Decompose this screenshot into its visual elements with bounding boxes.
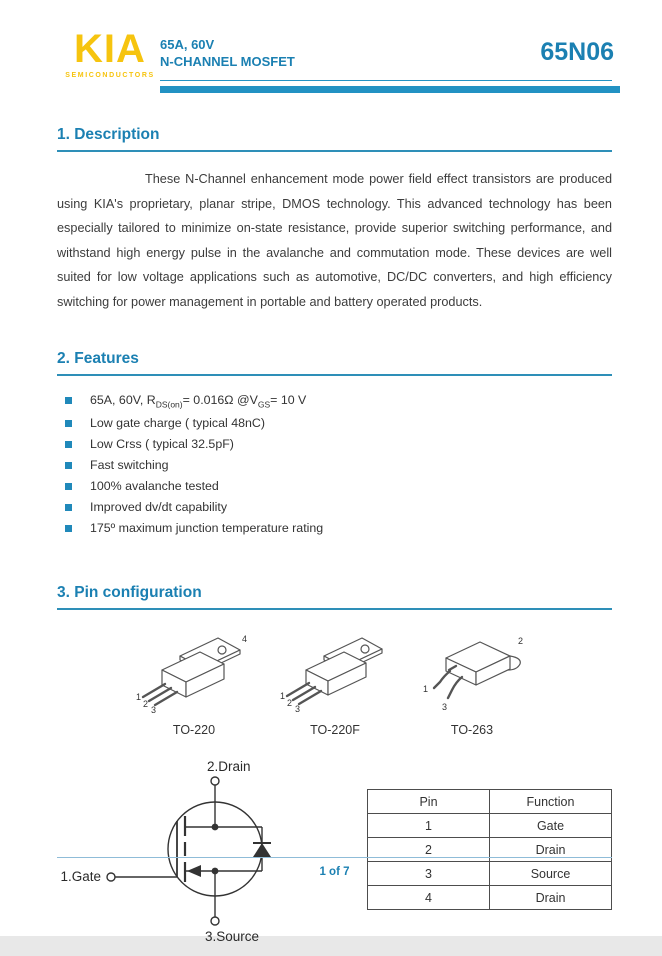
- brand-logo: [60, 28, 160, 79]
- feature-item: [57, 412, 612, 433]
- pin-function: Drain: [490, 838, 612, 862]
- package-name: TO-220: [172, 723, 216, 738]
- pin-function: Gate: [490, 814, 612, 838]
- svg-text:2: 2: [287, 698, 293, 709]
- feature-item: [57, 517, 612, 538]
- svg-text:1: 1: [423, 684, 429, 695]
- feature-text: 100% avalanche tested: [90, 478, 219, 493]
- part-number: 65N06: [540, 38, 614, 66]
- section-features-title: 2. Features: [57, 350, 612, 376]
- page-footer: [57, 857, 612, 880]
- bullet-square-icon: [65, 504, 72, 511]
- package-to220: [134, 630, 254, 737]
- bullet-square-icon: [65, 462, 72, 469]
- bullet-square-icon: [65, 397, 72, 404]
- table-row: [368, 814, 612, 838]
- source-label: 3.Source: [205, 929, 260, 945]
- feature-text: Improved dv/dt capability: [90, 499, 228, 514]
- feature-text: 175º maximum junction temperature rating: [90, 520, 324, 535]
- pin-number: 2: [368, 838, 490, 862]
- bullet-square-icon: [65, 441, 72, 448]
- svg-text:3: 3: [442, 702, 448, 713]
- pin-number: 1: [368, 814, 490, 838]
- svg-text:3: 3: [295, 704, 301, 715]
- feature-text: Low Crss ( typical 32.5pF): [90, 436, 234, 451]
- feature-item: [57, 496, 612, 517]
- feature-item: [57, 433, 612, 454]
- device-type: N-CHANNEL MOSFET: [160, 54, 295, 69]
- device-rating: 65A, 60V: [160, 37, 215, 52]
- feature-text: 65A, 60V, $R_{DS(on)}= 0.016\Omega$ $@V_{GS}= 10$ V: [90, 392, 307, 409]
- feature-text: Fast switching: [90, 457, 169, 472]
- section-description-title: 1. Description: [57, 126, 612, 152]
- feature-item-rdson: [57, 389, 612, 412]
- gate-label: 1.Gate: [60, 869, 101, 885]
- bullet-square-icon: [65, 525, 72, 532]
- package-to263: [416, 630, 528, 737]
- package-drawings: [0, 630, 662, 737]
- svg-text:4: 4: [242, 634, 248, 645]
- package-name: TO-220F: [310, 723, 360, 738]
- pin-function: Drain: [490, 886, 612, 910]
- svg-text:2: 2: [143, 699, 149, 710]
- to220-drawing-icon: [134, 630, 254, 718]
- svg-text:1: 1: [136, 692, 142, 703]
- feature-item: [57, 475, 612, 496]
- bullet-square-icon: [65, 420, 72, 427]
- section-pin-configuration-title: 3. Pin configuration: [57, 584, 612, 610]
- feature-item: [57, 454, 612, 475]
- to220f-drawing-icon: [278, 630, 392, 718]
- pin-column-header: Pin: [368, 790, 490, 814]
- bullet-square-icon: [65, 483, 72, 490]
- pin-function: Source: [490, 862, 612, 886]
- package-name: TO-263: [450, 723, 494, 738]
- svg-text:1: 1: [280, 691, 286, 702]
- drain-label: 2.Drain: [207, 759, 251, 775]
- package-to220f: [278, 630, 392, 737]
- mosfet-symbol-icon: [57, 759, 357, 951]
- function-column-header: Function: [490, 790, 612, 814]
- header-rule-thin: [160, 80, 612, 81]
- pin-number: 3: [368, 862, 490, 886]
- svg-text:2: 2: [518, 636, 524, 647]
- features-list: [57, 389, 612, 538]
- page-number: 1 of 7: [319, 866, 350, 878]
- brand-tagline: SEMICONDUCTORS: [65, 72, 155, 79]
- description-text: These N-Channel enhancement mode power field effect transistors are produced using KIA's proprietary, planar stripe, DMOS technology. This advanced technology has been especially tailored to minimize on-state resistance, provide superior switching performance, and withstand high energy pulse in the avalanche and commutation mode. These devices are well suited for low voltage applications such as automotive, DC/DC converters, and high efficiency switching for power management in portable and battery operated products.: [57, 172, 612, 309]
- brand-name: KIA: [74, 27, 146, 71]
- table-row: [368, 886, 612, 910]
- header-rule-thick: [160, 86, 620, 93]
- svg-text:3: 3: [151, 705, 157, 716]
- to263-drawing-icon: [416, 630, 528, 718]
- device-subtitle: [160, 36, 295, 70]
- feature-text: Low gate charge ( typical 48nC): [90, 415, 265, 430]
- pin-number: 4: [368, 886, 490, 910]
